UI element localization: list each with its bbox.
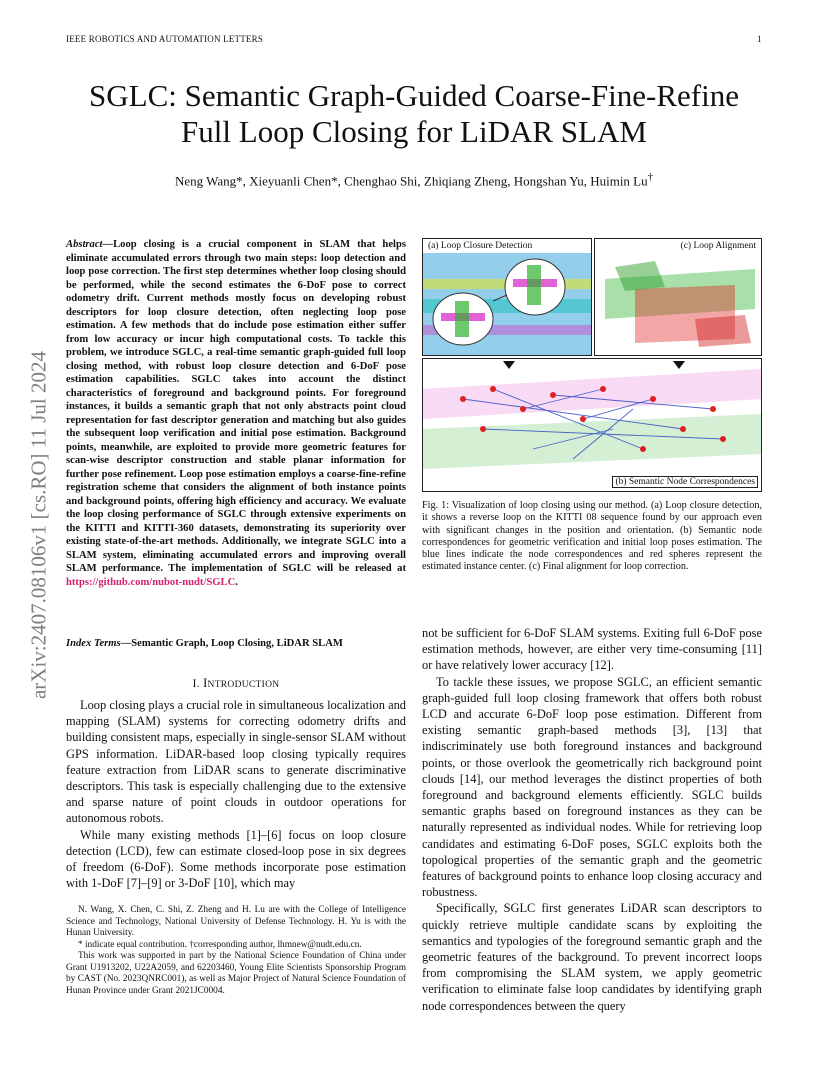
node-correspondence-graph: [423, 359, 761, 491]
panel-loop-closure-detection: [422, 238, 592, 356]
author-list: [40, 171, 788, 189]
arxiv-stamp: [24, 290, 54, 760]
section-title-first: I: [203, 676, 208, 690]
loop-alignment-pointcloud: [595, 239, 761, 355]
dagger-mark: †: [647, 171, 654, 183]
loop-detection-pointcloud: [423, 239, 591, 355]
footnote-contribution: * indicate equal contribution. †corresponding author, lhmnew@nudt.edu.cn.: [78, 939, 362, 950]
panel-a-label: (a) Loop Closure Detection: [428, 241, 533, 251]
index-terms-text: —Semantic Graph, Loop Closing, LiDAR SLAM: [120, 638, 343, 649]
panel-semantic-node-correspondences: [422, 358, 762, 492]
abstract-end: .: [235, 576, 238, 588]
page-number: 1: [757, 34, 762, 44]
section-heading: [66, 676, 406, 691]
footnote-affiliations: N. Wang, X. Chen, C. Shi, Z. Zheng and H. Lu are with the College of Intelligence Science and Technology, National University of Defense Technology. H. Yu is with the Hunan University.: [66, 905, 406, 938]
abstract-text: —Loop closing is a crucial component in SLAM that helps eliminate accumulated errors through two main steps: loop detection and loop pose correction. The first step determines whether loop closing should be performed, while the second estimates the 6-DoF pose to correct odometry drift. Current methods mostly focus on developing robust descriptors for loop closure detection, often neglecting loop pose estimation. A few methods that do include pose estimation either suffer from low accuracy or incur high computational costs. To tackle this problem, we introduce SGLC, a real-time semantic graph-guided full loop closing method, with robust loop closure detection and 6-DoF pose estimation capabilities. SGLC takes into account the distinct characteristics of foreground and background points. For foreground instances, it builds a semantic graph that not only abstracts point cloud representation for fast descriptor generation and matching but also guides the subsequent loop verification and initial pose estimation. Background points, meanwhile, are exploited to provide more geometric features for scan-wise descriptor construction and stable planar information for further pose refinement. Loop pose estimation employs a coarse-fine-refine registration scheme that considers the alignment of both instance points and background points, offering high efficiency and accuracy. We evaluate the loop closing performance of SGLC through extensive experiments on the KITTI and KITTI-360 datasets, demonstrating its superiority over existing state-of-the-art methods. Additionally, we integrate SGLC into a SLAM system, eliminating accumulated errors and improving overall SLAM performance. The implementation of SGLC will be released at: [66, 239, 406, 574]
paper-title: [40, 78, 788, 150]
intro-paragraph-1: Loop closing plays a crucial role in simultaneous localization and mapping (SLAM) systems for correcting odometry drifts and building consistent maps, especially in single-sensor SLAM without GPS information. LiDAR-based loop closing typically requires feature extraction from LiDAR scans to generate discriminative descriptors. This task is especially challenging due to the extensive and sparse nature of point clouds in outdoor operations for autonomous robots.: [66, 698, 406, 826]
abstract: [66, 238, 406, 589]
right-paragraph-1: To tackle these issues, we propose SGLC, an efficient semantic graph-guided full loop closing framework that offers both robust LCD and accurate 6-DoF loop pose estimation. Different from existing semantic graph-based methods [3], [13] that indiscriminately use both foreground instances and background points, or those overlook the geometrically rich background point clouds [14], our method leverages the distinct properties of both foreground and background elements efficiently. SGLC builds semantic graphs based on foreground instances as they can be naturally represented as individual nodes. While for retrieving loop candidates and estimating 6-DoF poses, SGLC exploits both the topological properties of the semantic graph and the geometric features of background points to enhance loop closing accuracy and robustness.: [422, 674, 762, 900]
running-header: IEEE ROBOTICS AND AUTOMATION LETTERS: [66, 34, 264, 44]
section-number: I.: [192, 678, 200, 690]
intro-paragraph-2: While many existing methods [1]–[6] focus on loop closure detection (LCD), few can estimate closed-loop pose in six degrees of freedom (6-DoF). Some methods incorporate pose estimation with 1-DoF [7]–[9] or 3-DoF [10], which may: [66, 827, 406, 891]
title-line-2: Full Loop Closing for LiDAR SLAM: [181, 114, 647, 149]
panel-c-label: (c) Loop Alignment: [680, 241, 756, 251]
panel-b-label: (b) Semantic Node Correspondences: [612, 476, 758, 488]
index-terms: [66, 637, 406, 650]
right-paragraph-0: not be sufficient for 6-DoF SLAM systems. Exiting full 6-DoF pose estimation methods, however, are either very time-consuming [11] or have relatively lower accuracy [12].: [422, 626, 762, 673]
arxiv-stamp-text: arXiv:2407.08106v1 [cs.RO] 11 Jul 2024: [26, 350, 51, 700]
intro-text: [66, 697, 406, 891]
right-paragraph-2: Specifically, SGLC first generates LiDAR scan descriptors to quickly retrieve multiple candidate scans by exploiting the semantics and typologies of the foreground semantic graph and the geometric features of the background. To prevent incorrect loops from compromising the SLAM system, we apply geometric verification to eliminate false loop candidates by identifying graph node correspondences between the query: [422, 901, 762, 1013]
abstract-lead: Abstract: [66, 239, 103, 250]
figure-1: [422, 238, 762, 492]
title-line-1: SGLC: Semantic Graph-Guided Coarse-Fine-Refine: [89, 78, 739, 113]
code-link[interactable]: https://github.com/nubot-nudt/SGLC: [66, 576, 236, 588]
index-terms-lead: Index Terms: [66, 638, 121, 649]
section-title-rest: NTRODUCTION: [207, 680, 280, 690]
panel-loop-alignment: [594, 238, 762, 356]
footnotes: [66, 905, 406, 997]
figure-caption: Fig. 1: Visualization of loop closing using our method. (a) Loop closure detection, it shows a reverse loop on the KITTI 08 sequence found by our approach even with significant changes in the position and orientation. (b) Semantic node correspondences for geometric verification and initial loop poses estimation. The blue lines indicate the node correspondences and red spheres represent the estimated instance center. (c) Final alignment for loop correction.: [422, 500, 762, 573]
author-names: Neng Wang*, Xieyuanli Chen*, Chenghao Shi, Zhiqiang Zheng, Hongshan Yu, Huimin Lu: [174, 173, 648, 189]
footnote-funding: This work was supported in part by the National Science Foundation of China under Grant U1913202, U22A2059, and 62203460, Young Elite Scientists Sponsorship Program by CAST (No. 2023QNRC001), as well as Major Project of Natural Science Foundation of Hunan Province under Grant 2021JC0004.: [66, 951, 406, 996]
right-column-text: [422, 625, 762, 1014]
